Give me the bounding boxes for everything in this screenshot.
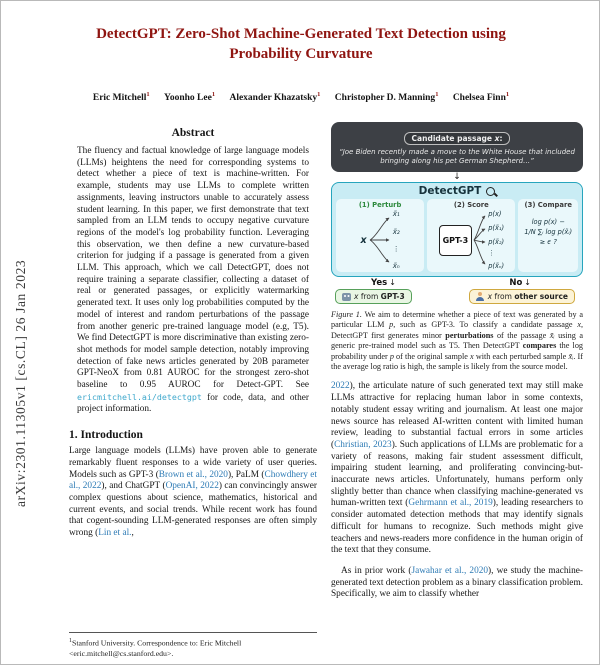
formula-line-1: log p(x) − [531, 218, 565, 226]
gpt3-model-box: GPT-3 [439, 225, 473, 256]
text-segment: ), PaLM ( [227, 469, 265, 480]
perturb-arrows-icon [367, 210, 393, 270]
text-segment: . If the average log ratio is high, the sample is likely from the source model. [331, 351, 583, 372]
project-url-link[interactable]: ericmitchell.ai/detectgpt [77, 391, 202, 402]
citation-link[interactable]: Jawahar et al., 2020 [411, 565, 489, 576]
compare-panel [518, 199, 578, 272]
citation-link[interactable]: OpenAI, 2022 [165, 481, 219, 492]
text-segment: x̃ᵢ [568, 351, 574, 361]
score-step-label: (2) Score [453, 201, 489, 209]
detectgpt-panels [336, 199, 578, 272]
text-segment: Large language models (LLMs) have proven able to generate remarkably fluent responses to a wide variety of user queries. Models such as GPT-3 ( [69, 446, 317, 480]
score-px2: p(x̃₂) [488, 237, 505, 246]
author-name: Chelsea Finn [452, 93, 506, 104]
text-segment: : [499, 134, 503, 143]
perturbed-sample-2: x̃₂ [392, 228, 400, 237]
body-paragraph-2 [331, 566, 583, 601]
robot-icon [342, 293, 351, 301]
text-segment: , such as GPT-3. To classify a candidate passage [393, 320, 578, 330]
arrow-down-icon: ↓ [524, 278, 531, 287]
author-name: Eric Mitchell [92, 93, 147, 104]
right-column [331, 122, 583, 665]
author-affiliation-sup: 1 [317, 91, 321, 98]
text-segment: of the passage [493, 330, 550, 340]
text-segment: from [494, 292, 515, 301]
arrow-down-icon: ↓ [389, 278, 396, 287]
author-name: Alexander Khazatsky [229, 93, 318, 104]
text-segment: p [389, 351, 394, 361]
author [93, 93, 150, 103]
citation-link[interactable]: Christian, 2023 [334, 439, 392, 450]
citation-link[interactable]: Brown et al., 2020 [158, 469, 228, 480]
abstract-heading: Abstract [171, 127, 215, 139]
abstract-text [69, 146, 317, 416]
text-segment: x [354, 292, 361, 301]
arrow-down-icon: ↓ [453, 172, 461, 182]
text-segment: We aim to determine whether a piece of text was generated by a particular LLM [331, 310, 583, 330]
author [164, 93, 215, 103]
author-name: Yoonho Lee [164, 93, 212, 104]
text-segment: using a generic pre-trained model such as T5. Then DetectGPT [331, 330, 583, 351]
text-segment: x [487, 292, 495, 301]
score-px1: p(x̃₁) [488, 223, 505, 232]
introduction-paragraph [69, 446, 317, 540]
text-segment: x [494, 134, 500, 143]
affiliation-footnote [69, 632, 317, 659]
text-segment: 1 [69, 638, 72, 644]
text-segment: As in prior work ( [341, 565, 412, 576]
text-segment: Candidate passage [411, 134, 495, 143]
text-segment: ), leading researchers to consider automated detection methods that may identify signals difficult for humans to recognize. Such methods might give teachers and news-readers more confidence in the human origin of the text that they consume. [331, 498, 583, 556]
author-affiliation-sup: 1 [435, 91, 439, 98]
body-paragraph-1 [331, 381, 583, 557]
text-segment: for code, data, and other project information. [77, 392, 309, 415]
result-from-gpt3 [335, 289, 412, 304]
text-segment: p [389, 320, 394, 330]
citation-link[interactable]: Lin et al. [98, 528, 132, 539]
text-segment: the log probability under [331, 341, 583, 361]
yes-branch [371, 278, 396, 288]
left-column [69, 125, 317, 627]
text-segment: x̃ᵢ [549, 330, 555, 340]
text-segment: from [360, 292, 381, 301]
formula-line-2: 1/N ∑ᵢ log p(x̃ᵢ) [524, 228, 573, 236]
perturb-panel [336, 199, 424, 272]
text-segment: , DetectGPT first generates minor [331, 320, 583, 340]
perturbed-sample-n: x̃ₙ [392, 261, 400, 270]
author-affiliation-sup: 1 [211, 91, 216, 98]
figure-caption [331, 310, 583, 372]
text-segment: x [577, 320, 581, 330]
perturb-step-label: (1) Perturb [358, 201, 402, 209]
score-pxn: p(x̃ₙ) [488, 262, 505, 270]
score-outputs [488, 210, 504, 270]
text-segment: The fluency and factual knowledge of large language models (LLMs) heightens the need for corresponding systems to detect whether a piece of text is machine-written. For example, students may use LLMs to complete written assignments, leaving instructors unable to accurately assess student learning. In this paper, we first demonstrate that text sampled from an LLM tends to occupy negative curvature regions of the model's log probability function. Leveraging this observation, we then define a new curvature-based criterion for judging if a passage is generated from a given LLM. This approach, which we call DetectGPT, does not require training a separate classifier, collecting a dataset of real or generated passages, or explicitly watermarking generated text. It uses only log probabilities computed by the model of interest and random perturbations of the passage from another generic pre-trained language model (e.g, T5). We find DetectGPT is more discriminative than existing zero-shot methods for model sample detection, notably improving detection of fake news articles generated by 20B parameter GPT-NeoX from 0.81 AUROC for the strongest zero-shot baseline to 0.95 AUROC for Detect-GPT. See [77, 146, 309, 391]
yes-label: Yes [371, 278, 388, 288]
perturbed-sample-1: x̃₁ [392, 210, 400, 218]
author [453, 93, 509, 103]
text-segment: of the original sample [393, 351, 471, 361]
detectgpt-box [331, 182, 583, 277]
perturbed-samples [393, 210, 400, 270]
result-other-source [469, 289, 575, 304]
citation-link[interactable]: Gehrmann et al., 2019 [408, 498, 493, 509]
author-list [41, 91, 561, 103]
author [229, 93, 320, 103]
compare-formula [520, 217, 576, 247]
detectgpt-title-label: DetectGPT [418, 185, 482, 197]
magnifier-icon [486, 187, 495, 196]
formula-line-3: ≥ ϵ ? [539, 238, 557, 246]
citation-link[interactable]: 2022 [331, 381, 350, 392]
author-affiliation-sup: 1 [146, 91, 150, 98]
figure-1 [331, 122, 583, 372]
text-segment: ), the articulate nature of such generated text may still make LLMs attractive for replacing human labor in some contexts, notably student essay writing and journalism. At least one major news source has released AI-written content with limited human review, leading to substantial factual errors in some articles ( [331, 381, 583, 450]
text-segment: ) can convincingly answer complex questions about science, mathematics, historical and current events, and social trends. While recent work has found that cogent-sounding LLM-generated responses are often simply wrong ( [69, 481, 317, 539]
text-segment: with each perturbed sample [473, 351, 569, 361]
score-arrows-icon [472, 210, 488, 270]
vertical-ellipsis: ⋮ [488, 249, 495, 258]
result-other-source-label [488, 292, 568, 301]
x-variable: x [360, 234, 367, 246]
compare-step-label: (3) Compare [524, 201, 572, 209]
author [335, 93, 439, 103]
text-segment: ), and ChatGPT ( [101, 481, 166, 492]
candidate-passage-box [331, 122, 583, 172]
text-segment: Figure 1. [331, 310, 362, 319]
introduction-heading: 1. Introduction [69, 429, 143, 442]
text-segment: other source [514, 292, 568, 301]
vertical-ellipsis: ⋮ [392, 244, 400, 253]
no-branch [509, 278, 531, 288]
author-name: Christopher D. Manning [334, 93, 436, 104]
text-segment: , [131, 528, 134, 539]
text-segment: ), we study the machine-generated text detection problem as a binary classification problem. Specifically, we aim to classify whether [331, 565, 583, 600]
citation-link[interactable]: Chowdhery et al., 2022 [69, 469, 317, 492]
no-label: No [509, 278, 523, 288]
score-panel [427, 199, 515, 272]
result-from-gpt3-label [354, 292, 405, 301]
text-segment: x [470, 351, 474, 361]
candidate-passage-quote: “Joe Biden recently made a move to the White House that included bringing along his pet German Shepherd…” [339, 148, 575, 165]
paper-title: DetectGPT: Zero-Shot Machine-Generated Text Detection using Probability Curvature [96, 26, 506, 62]
score-px: p(x) [488, 210, 502, 218]
text-segment: GPT-3 [380, 292, 405, 301]
candidate-passage-label [404, 132, 511, 145]
text-segment: compares [522, 341, 557, 351]
text-segment: ). Such applications of LLMs are problematic for a variety of reasons, making fair student assessment difficult, impairing student learning, and proliferating convincing-but-inaccurate news articles. Unfortunately, humans perform only slightly better than chance when classifying machine-generated vs human-written text ( [331, 439, 583, 509]
text-segment: perturbations [445, 330, 494, 340]
arxiv-sidebar-stamp: arXiv:2301.11305v1 [cs.CL] 26 Jan 2023 [13, 259, 28, 508]
result-boxes [331, 288, 583, 304]
text-segment: Stanford University. Correspondence to: Eric Mitchell <eric.mitchell@cs.stanford.edu>. [69, 638, 242, 658]
detectgpt-title [336, 185, 578, 197]
person-icon [476, 292, 485, 301]
author-affiliation-sup: 1 [505, 91, 510, 98]
decision-branches [331, 277, 583, 288]
